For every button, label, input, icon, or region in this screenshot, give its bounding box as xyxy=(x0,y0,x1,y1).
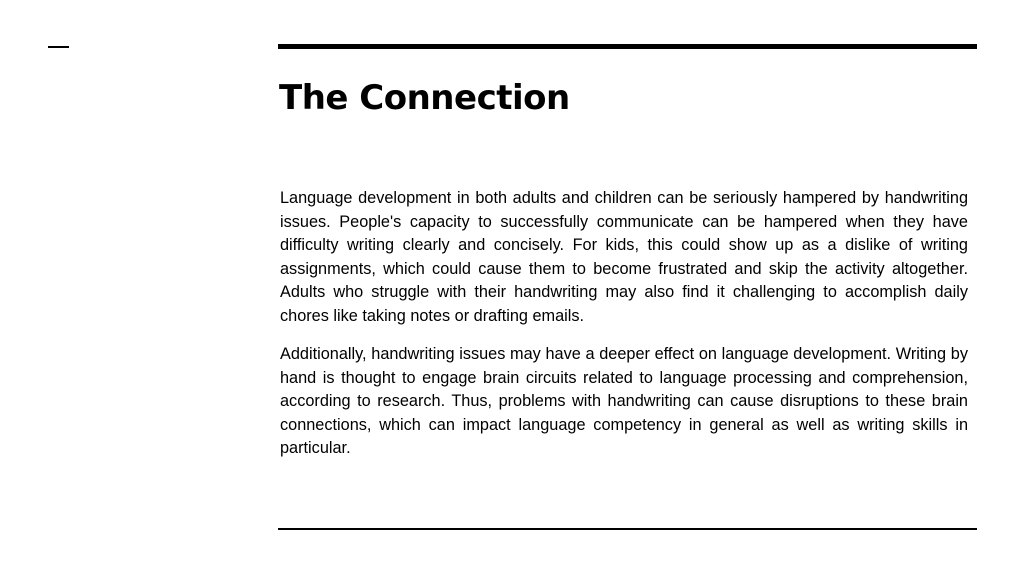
corner-dash-decoration xyxy=(48,46,69,48)
body-paragraph-1: Language development in both adults and children can be seriously hampered by handwriting issues. People's capacity to successfully communicate can be hampered when they have difficulty writing clearly and concisely. For kids, this could show up as a dislike of writing assignments, which could cause them to become frustrated and skip the activity altogether. Adults who struggle with their handwriting may also find it challenging to accomplish daily chores like taking notes or drafting emails. xyxy=(280,189,968,325)
bottom-divider-line xyxy=(278,528,977,530)
slide-body xyxy=(280,187,968,476)
slide-title: The Connection xyxy=(279,78,570,118)
top-divider-line xyxy=(278,44,977,49)
body-paragraph-2: Additionally, handwriting issues may have a deeper effect on language development. Writing by hand is thought to engage brain circuits related to language processing and comprehension, according to research. Thus, problems with handwriting can cause disruptions to these brain connections, which can impact language competency in general as well as writing skills in particular. xyxy=(280,345,968,457)
